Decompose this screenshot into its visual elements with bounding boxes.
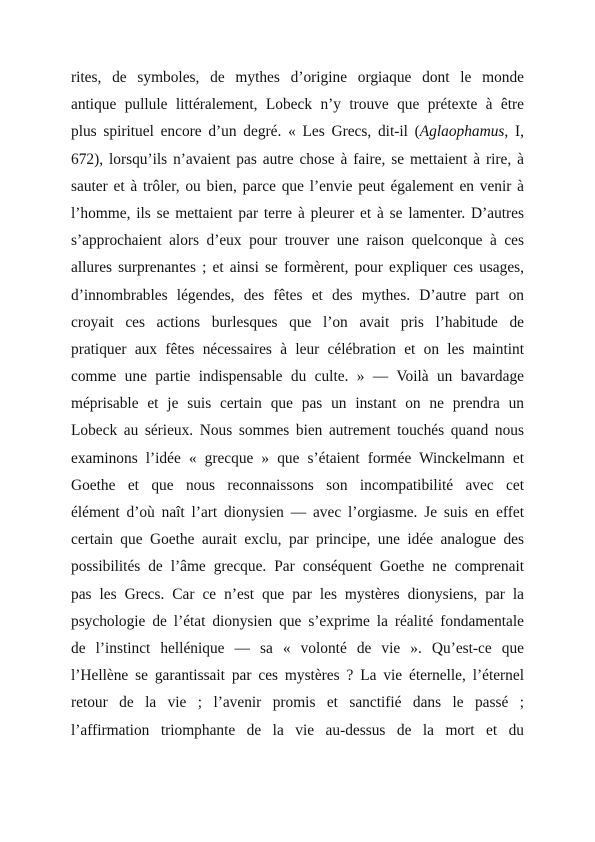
text-segment: plus spirituel encore d’un degré. « Les Grecs, dit-il ( bbox=[71, 123, 420, 141]
text-line: l’homme, ils se mettaient par terre à pleurer et à se lamenter. D’autres bbox=[71, 204, 524, 222]
text-line: pas les Grecs. Car ce n’est que par les mystères dionysiens, par la bbox=[71, 585, 524, 603]
text-line: l’affirmation triomphante de la vie au-dessus de la mort et du bbox=[71, 721, 524, 739]
text-line: examinons l’idée « grecque » que s’étaient formée Winckelmann et bbox=[71, 449, 524, 467]
text-line: méprisable et je suis certain que pas un instant on ne prendra un bbox=[71, 395, 524, 413]
text-line: allures surprenantes ; et ainsi se formèrent, pour expliquer ces usages, bbox=[71, 259, 524, 277]
text-line bbox=[71, 118, 524, 145]
text-line: d’innombrables légendes, des fêtes et des mythes. D’autre part on bbox=[71, 286, 524, 304]
text-line: possibilités de l’âme grecque. Par conséquent Goethe ne comprenait bbox=[71, 558, 524, 576]
text-line: Lobeck au sérieux. Nous sommes bien autrement touchés quand nous bbox=[71, 422, 524, 440]
text-line: psychologie de l’état dionysien que s’exprime la réalité fondamentale bbox=[71, 612, 524, 630]
text-line: de l’instinct hellénique — sa « volonté de vie ». Qu’est-ce que bbox=[71, 639, 524, 657]
text-line: Goethe et que nous reconnaissons son incompatibilité avec cet bbox=[71, 476, 524, 494]
text-line: sauter et à trôler, ou bien, parce que l’envie peut également en venir à bbox=[71, 177, 524, 195]
text-line: l’Hellène se garantissait par ces mystères ? La vie éternelle, l’éternel bbox=[71, 667, 524, 685]
text-line: certain que Goethe aurait exclu, par principe, une idée analogue des bbox=[71, 531, 524, 549]
text-line: rites, de symboles, de mythes d’origine orgiaque dont le monde bbox=[71, 69, 524, 86]
body-text bbox=[71, 64, 524, 744]
text-line: retour de la vie ; l’avenir promis et sanctifié dans le passé ; bbox=[71, 694, 524, 712]
text-line: s’approchaient alors d’eux pour trouver une raison quelconque à ces bbox=[71, 232, 524, 250]
book-title: Aglaophamus bbox=[419, 123, 505, 141]
text-line: élément d’où naît l’art dionysien — avec l’orgiasme. Je suis en effet bbox=[71, 504, 524, 521]
text-line: comme une partie indispensable du culte. » — Voilà un bavardage bbox=[71, 368, 524, 386]
text-segment: , I, bbox=[504, 123, 524, 141]
text-line: pratiquer aux fêtes nécessaires à leur célébration et on les maintint bbox=[71, 340, 524, 358]
text-line: 672), lorsqu’ils n’avaient pas autre chose à faire, se mettaient à rire, à bbox=[71, 150, 524, 168]
text-line: antique pullule littéralement, Lobeck n’y trouve que prétexte à être bbox=[71, 96, 524, 114]
text-line: croyait ces actions burlesques que l’on avait pris l’habitude de bbox=[71, 313, 524, 331]
